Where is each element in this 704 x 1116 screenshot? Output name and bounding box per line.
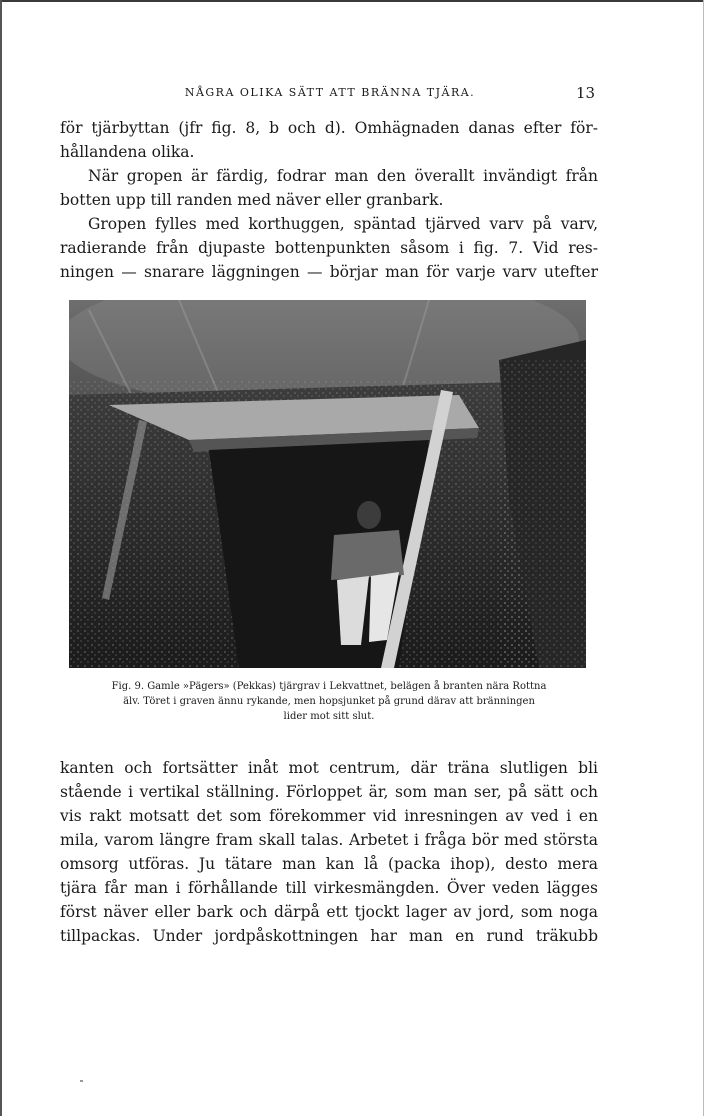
paragraph-line: hållandena olika. bbox=[60, 143, 195, 161]
paragraph-line: När gropen är färdig, fodrar man den överallt invändigt från bbox=[88, 167, 598, 185]
scan-speck bbox=[80, 1080, 83, 1082]
figure-photograph bbox=[69, 300, 586, 668]
paragraph-line: tillpackas. Under jordpåskottningen har man en rund träkubb bbox=[60, 927, 598, 945]
scan-edge bbox=[0, 0, 704, 2]
paragraph-line: först näver eller bark och därpå ett tjockt lager av jord, som noga bbox=[60, 903, 598, 921]
paragraph-line: för tjärbyttan (jfr fig. 8, b och d). Omhägnaden danas efter för- bbox=[60, 119, 598, 137]
caption-line: Fig. 9. Gamle »Pägers» (Pekkas) tjärgrav i Lekvattnet, belägen å branten nära Rottna bbox=[111, 681, 547, 692]
caption-line: älv. Töret i graven ännu rykande, men hopsjunket på grund därav att bränningen bbox=[123, 696, 535, 707]
caption-line: lider mot sitt slut. bbox=[283, 711, 375, 722]
figure-caption bbox=[60, 679, 598, 724]
paragraph-line: radierande från djupaste bottenpunkten såsom i fig. 7. Vid res- bbox=[60, 239, 598, 257]
paragraph-line: mila, varom längre fram skall talas. Arbetet i fråga bör med största bbox=[60, 831, 598, 849]
paragraph-line: tjära får man i förhållande till virkesmängden. Över veden lägges bbox=[60, 879, 598, 897]
paragraph-line: Gropen fylles med korthuggen, späntad tjärved varv på varv, bbox=[88, 215, 598, 233]
paragraph-line: stående i vertikal ställning. Förloppet är, som man ser, på sätt och bbox=[60, 783, 598, 801]
paragraph-line: omsorg utföras. Ju tätare man kan lå (packa ihop), desto mera bbox=[60, 855, 598, 873]
paragraph-line: vis rakt motsatt det som förekommer vid inresningen av ved i en bbox=[60, 807, 598, 825]
paragraph-line: ningen — snarare läggningen — börjar man för varje varv utefter bbox=[60, 263, 598, 281]
running-title: NÅGRA OLIKA SÄTT ATT BRÄNNA TJÄRA. bbox=[184, 86, 476, 99]
page-number: 13 bbox=[576, 84, 596, 102]
paragraph-line: botten upp till randen med näver eller granbark. bbox=[60, 191, 444, 209]
paragraph-line: kanten och fortsätter inåt mot centrum, där träna slutligen bli bbox=[60, 759, 598, 777]
scan-edge bbox=[0, 0, 2, 1116]
